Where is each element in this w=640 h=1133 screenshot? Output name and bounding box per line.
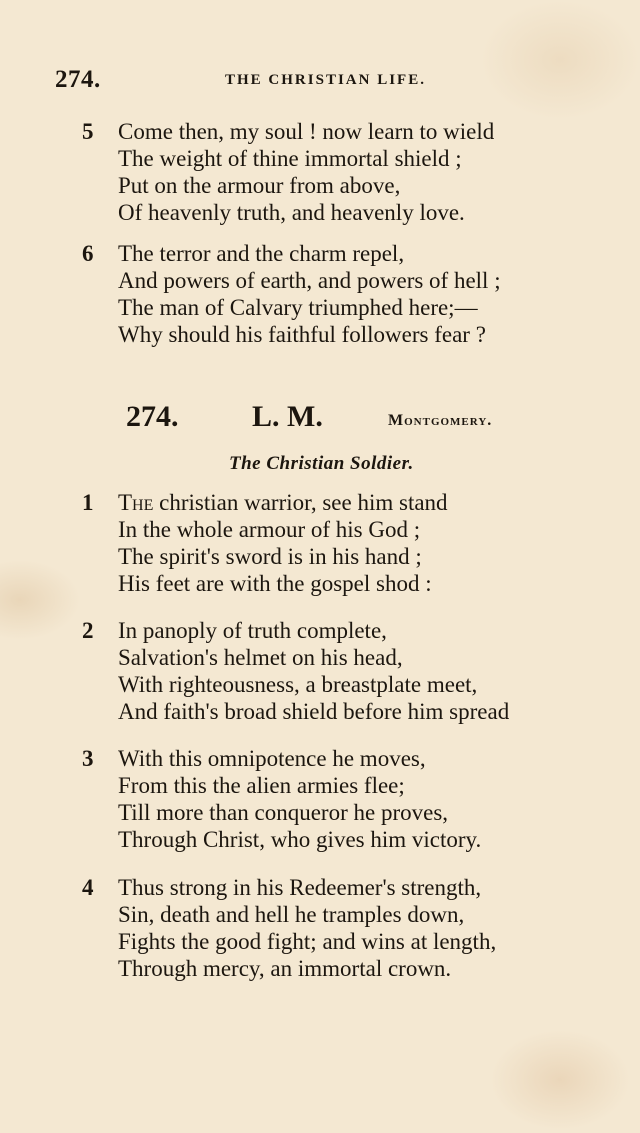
- verse-line: Put on the armour from above,: [118, 173, 401, 198]
- verse-line: The weight of thine immortal shield ;: [118, 146, 462, 171]
- verse-line: Through mercy, an immortal crown.: [118, 956, 452, 981]
- verse-line: Fights the good fight; and wins at length,: [118, 929, 497, 954]
- stanza-number: 5: [82, 119, 94, 144]
- hymn-meter: L. M.: [252, 400, 323, 433]
- verse-line: Thus strong in his Redeemer's strength,: [118, 875, 482, 900]
- verse-line: With this omnipotence he moves,: [118, 746, 426, 771]
- hymn-author: Montgomery.: [388, 412, 493, 429]
- verse-line: The terror and the charm repel,: [118, 241, 405, 266]
- verse-line: And faith's broad shield before him spread: [118, 699, 510, 724]
- verse-line: Salvation's helmet on his head,: [118, 645, 403, 670]
- line-text: christian warrior, see him stand: [153, 490, 448, 515]
- verse-line: Of heavenly truth, and heavenly love.: [118, 200, 465, 225]
- first-word: The: [118, 490, 154, 515]
- verse-line: Why should his faithful followers fear ?: [118, 322, 486, 347]
- verse-line: In panoply of truth complete,: [118, 618, 387, 643]
- verse-line: [118, 489, 448, 516]
- verse-line: From this the alien armies flee;: [118, 773, 405, 798]
- verse-line: Come then, my soul ! now learn to wield: [118, 119, 495, 144]
- running-title: THE CHRISTIAN LIFE.: [225, 72, 426, 88]
- verse-line: His feet are with the gospel shod :: [118, 571, 432, 596]
- verse-line: The spirit's sword is in his hand ;: [118, 544, 422, 569]
- verse-line: In the whole armour of his God ;: [118, 517, 421, 542]
- verse-line: With righteousness, a breastplate meet,: [118, 672, 478, 697]
- hymn-heading: [0, 400, 640, 440]
- page-number: 274.: [55, 66, 101, 93]
- verse-line: And powers of earth, and powers of hell ;: [118, 268, 501, 293]
- verse-line: Through Christ, who gives him victory.: [118, 827, 482, 852]
- stanza-number: 3: [82, 746, 94, 771]
- stanza-number: 4: [82, 875, 94, 900]
- hymn-subtitle: The Christian Soldier.: [229, 453, 414, 474]
- stanza-number: 6: [82, 241, 94, 266]
- stanza-number: 1: [82, 490, 94, 515]
- stanza-number: 2: [82, 618, 94, 643]
- verse-line: The man of Calvary triumphed here;—: [118, 295, 478, 320]
- verse-line: Till more than conqueror he proves,: [118, 800, 449, 825]
- verse-line: Sin, death and hell he tramples down,: [118, 902, 465, 927]
- hymn-number: 274.: [126, 400, 179, 433]
- running-head: [55, 66, 575, 96]
